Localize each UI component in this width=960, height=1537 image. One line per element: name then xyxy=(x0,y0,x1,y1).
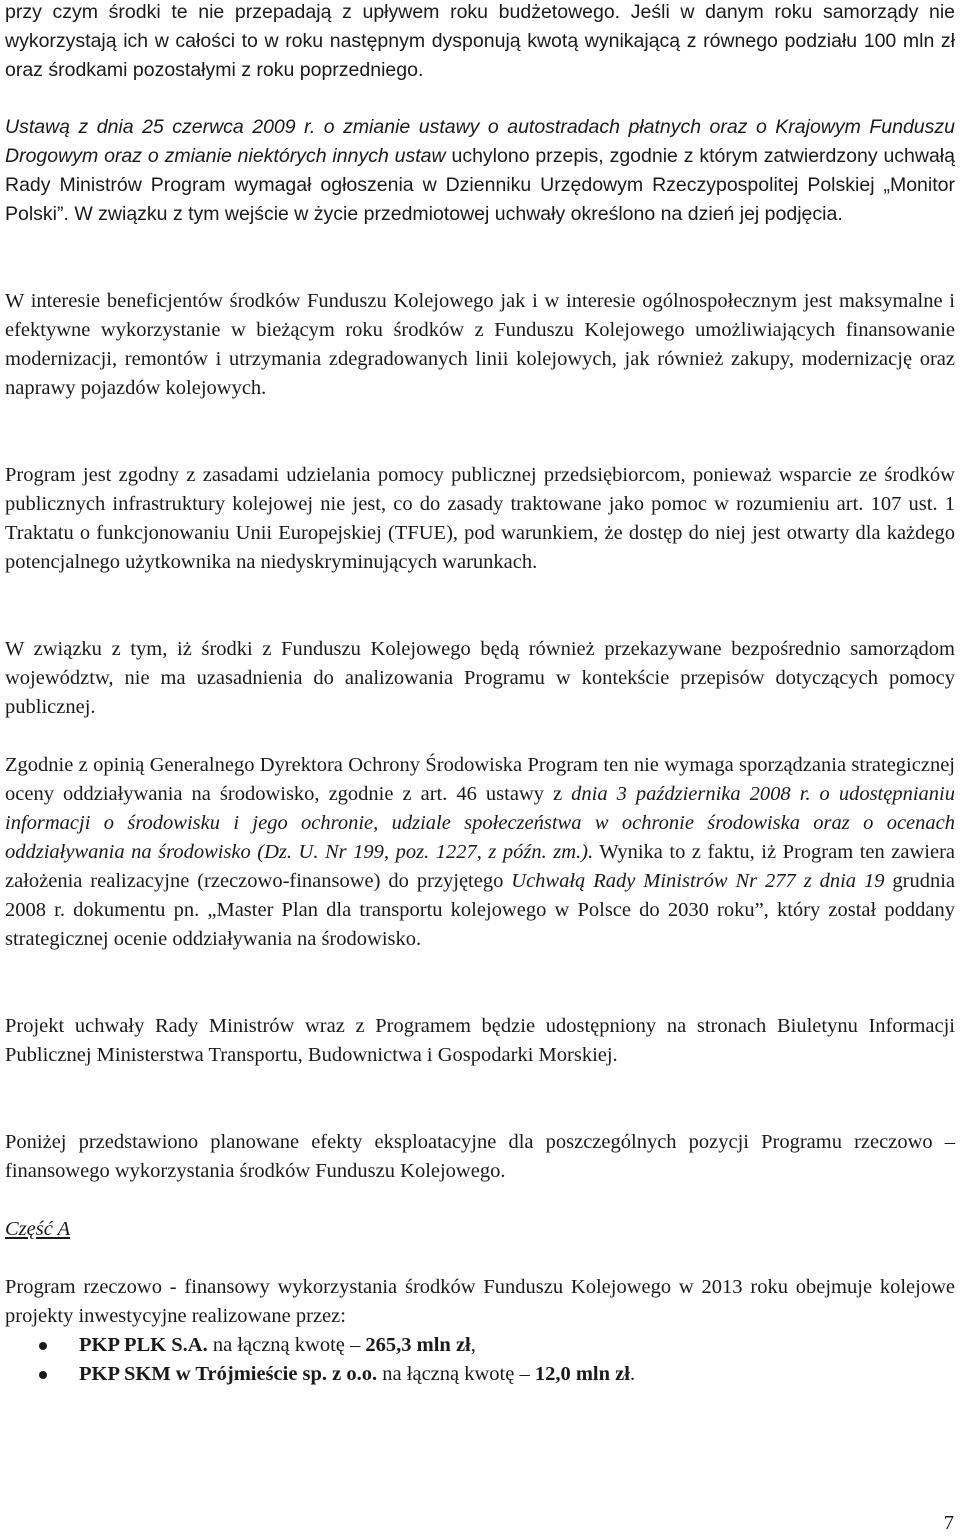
paragraph-publication xyxy=(5,1012,955,1070)
list-item xyxy=(5,1360,955,1389)
list-text: na łączną kwotę – xyxy=(377,1363,535,1385)
paragraph-text: grudnia 2008 r. dokumentu pn. „Master Plan dla transportu kolejowego w Polsce do 2030 roku”, który został poddany strategicznej ocenie oddziaływania na środowisko. xyxy=(5,870,956,950)
page-number: 7 xyxy=(943,1512,954,1534)
list-item xyxy=(5,1331,955,1360)
paragraph-text: Poniżej przedstawiono planowane efekty eksploatacyjne dla poszczególnych pozycji Programu rzeczowo – finansowego wykorzystania środków Funduszu Kolejowego. xyxy=(5,1131,955,1182)
paragraph-amendment xyxy=(5,113,955,229)
paragraph-program-scope xyxy=(5,1273,955,1331)
statute-title: Ustawą z dnia 25 czerwca 2009 r. o zmianie ustawy o autostradach płatnych oraz o Krajowym Funduszu Drogowym oraz o zmianie niektórych innych ustaw xyxy=(5,116,955,167)
paragraph-text: Wynika to z faktu, iż Program ten zawiera założenia realizacyjne (rzeczowo-finansowe) do przyjętego xyxy=(5,841,955,892)
list-text: na łączną kwotę – xyxy=(207,1334,366,1356)
amount: 12,0 mln zł xyxy=(534,1363,630,1385)
list-text: . xyxy=(629,1363,636,1385)
bullet-icon xyxy=(39,1371,47,1379)
paragraph-text: Zgodnie z opinią Generalnego Dyrektora Ochrony Środowiska Program ten nie wymaga sporządzania strategicznej oceny oddziaływania na środowisko, zgodnie z art. 46 ustawy z xyxy=(5,754,955,805)
paragraph-text: Projekt uchwały Rady Ministrów wraz z Programem będzie udostępniony na stronach Biuletynu Informacji Publicznej Ministerstwa Transportu, Budownictwa i Gospodarki Morskiej. xyxy=(5,1015,955,1066)
list-text: , xyxy=(470,1334,476,1356)
paragraph-text: Program jest zgodny z zasadami udzielania pomocy publicznej przedsiębiorcom, ponieważ wsparcie ze środków publicznych infrastruktury kolejowej nie jest, co do zasady traktowane jako pomoc w rozumieniu art. 107 ust. 1 Traktatu o funkcjonowaniu Unii Europejskiej (TFUE), pod warunkiem, że dostęp do niej jest otwarty dla każdego potencjalnego użytkownika na niedyskryminujących warunkach. xyxy=(5,464,955,573)
resolution-title: Uchwałą Rady Ministrów Nr 277 z dnia 19 xyxy=(511,870,885,892)
paragraph-regions xyxy=(5,635,955,722)
paragraph-text: przy czym środki te nie przepadają z upływem roku budżetowego. Jeśli w danym roku samorządy nie wykorzystają ich w całości to w roku następnym dysponują kwotą wynikającą z równego podziału 100 mln zł oraz środkami pozostałymi z roku poprzedniego. xyxy=(5,1,955,81)
paragraph-text: W związku z tym, iż środki z Funduszu Kolejowego będą również przekazywane bezpośrednio samorządom województw, nie ma uzasadnienia do analizowania Programu w kontekście przepisów dotyczących pomocy publicznej. xyxy=(5,638,955,718)
statute-title: dnia 3 października 2008 r. o udostępnianiu informacji o środowisku i jego ochronie, udziale społeczeństwa w ochronie środowiska oraz o ocenach oddziaływania na środowisko (Dz. U. Nr 199, poz. 1227, z późn. zm.). xyxy=(5,783,955,863)
entity-name: PKP PLK S.A. xyxy=(79,1334,208,1356)
paragraph-beneficiaries xyxy=(5,287,955,403)
amount: 265,3 mln zł xyxy=(365,1334,471,1356)
paragraph-text: Program rzeczowo - finansowy wykorzystania środków Funduszu Kolejowego w 2013 roku obejmuje kolejowe projekty inwestycyjne realizowane przez: xyxy=(5,1276,955,1327)
paragraph-environment xyxy=(5,751,955,954)
bullet-icon xyxy=(39,1342,47,1350)
paragraph-state-aid xyxy=(5,461,955,577)
heading-text: Część A xyxy=(5,1218,71,1240)
paragraph-text: uchylono przepis, zgodnie z którym zatwierdzony uchwałą Rady Ministrów Program wymagał ogłoszenia w Dzienniku Urzędowym Rzeczypospolitej Polskiej „Monitor Polski”. W związku z tym wejście w życie przedmiotowej uchwały określono na dzień jej podjęcia. xyxy=(5,145,955,225)
entity-name: PKP SKM w Trójmieście sp. z o.o. xyxy=(79,1363,378,1385)
beneficiary-list xyxy=(5,1331,955,1389)
paragraph-text: W interesie beneficjentów środków Funduszu Kolejowego jak i w interesie ogólnospołecznym jest maksymalne i efektywne wykorzystanie w bieżącym roku środków z Funduszu Kolejowego umożliwiających finansowanie modernizacji, remontów i utrzymania zdegradowanych linii kolejowych, jak również zakupy, modernizację oraz naprawy pojazdów kolejowych. xyxy=(5,290,955,399)
paragraph-effects xyxy=(5,1128,955,1186)
paragraph-continuation xyxy=(5,0,955,85)
section-heading xyxy=(5,1215,955,1244)
